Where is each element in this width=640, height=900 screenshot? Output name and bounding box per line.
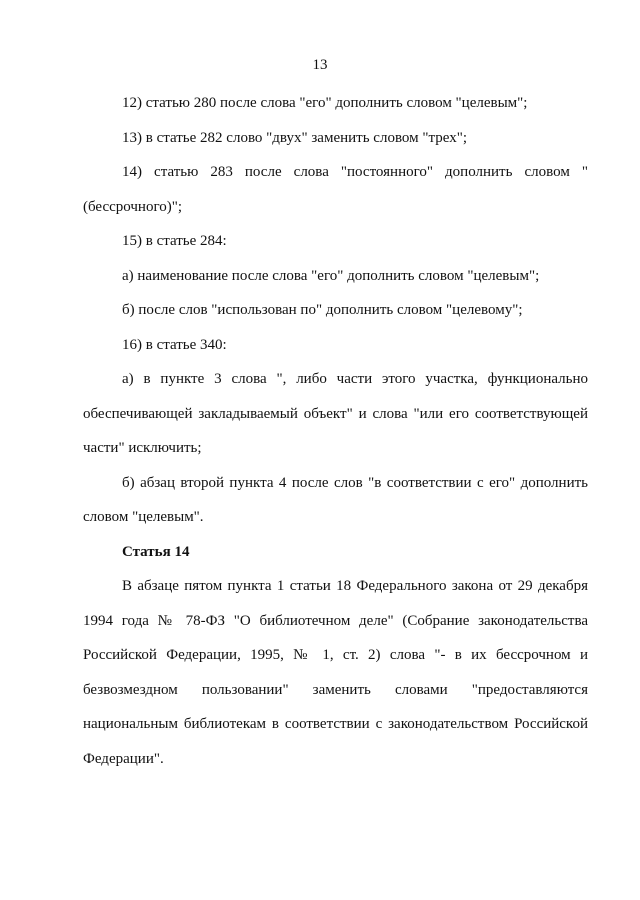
item-15-b: б) после слов "использован по" дополнить словом "целевому";: [122, 302, 523, 318]
item-16: 16) в статье 340:: [122, 336, 227, 353]
article-14-text: В абзаце пятом пункта 1 статьи 18 Федерального закона от 29 декабря 1994 года № 78-ФЗ "О библиотечном деле" (Собрание законодательства Российской Федерации, 1995, № 1, ст. 2) слова "- в их бессрочном и безвозмездном пользовании" заменить словами "предоставляются национальным библиотекам в соответствии с законодательством Российской Федерации".: [83, 578, 588, 767]
item-16-b: б) абзац второй пункта 4 после слов "в соответствии с его" дополнить словом "целевым".: [83, 474, 588, 525]
article-14-heading: Статья 14: [122, 543, 190, 560]
item-16-a: а) в пункте 3 слова ", либо части этого участка, функционально обеспечивающей закладываемый объект" и слова "или его соответствующей части" исключить;: [83, 371, 588, 456]
item-14: 14) статью 283 после слова "постоянного" дополнить словом "(бессрочного)";: [83, 164, 588, 215]
document-body: [83, 86, 588, 776]
item-15: 15) в статье 284:: [122, 233, 227, 249]
item-12: 12) статью 280 после слова "его" дополнить словом "целевым";: [122, 95, 528, 111]
page-number: 13: [312, 57, 328, 73]
item-15-a: а) наименование после слова "его" дополнить словом "целевым";: [122, 267, 540, 284]
item-13: 13) в статье 282 слово "двух" заменить словом "трех";: [122, 129, 467, 146]
